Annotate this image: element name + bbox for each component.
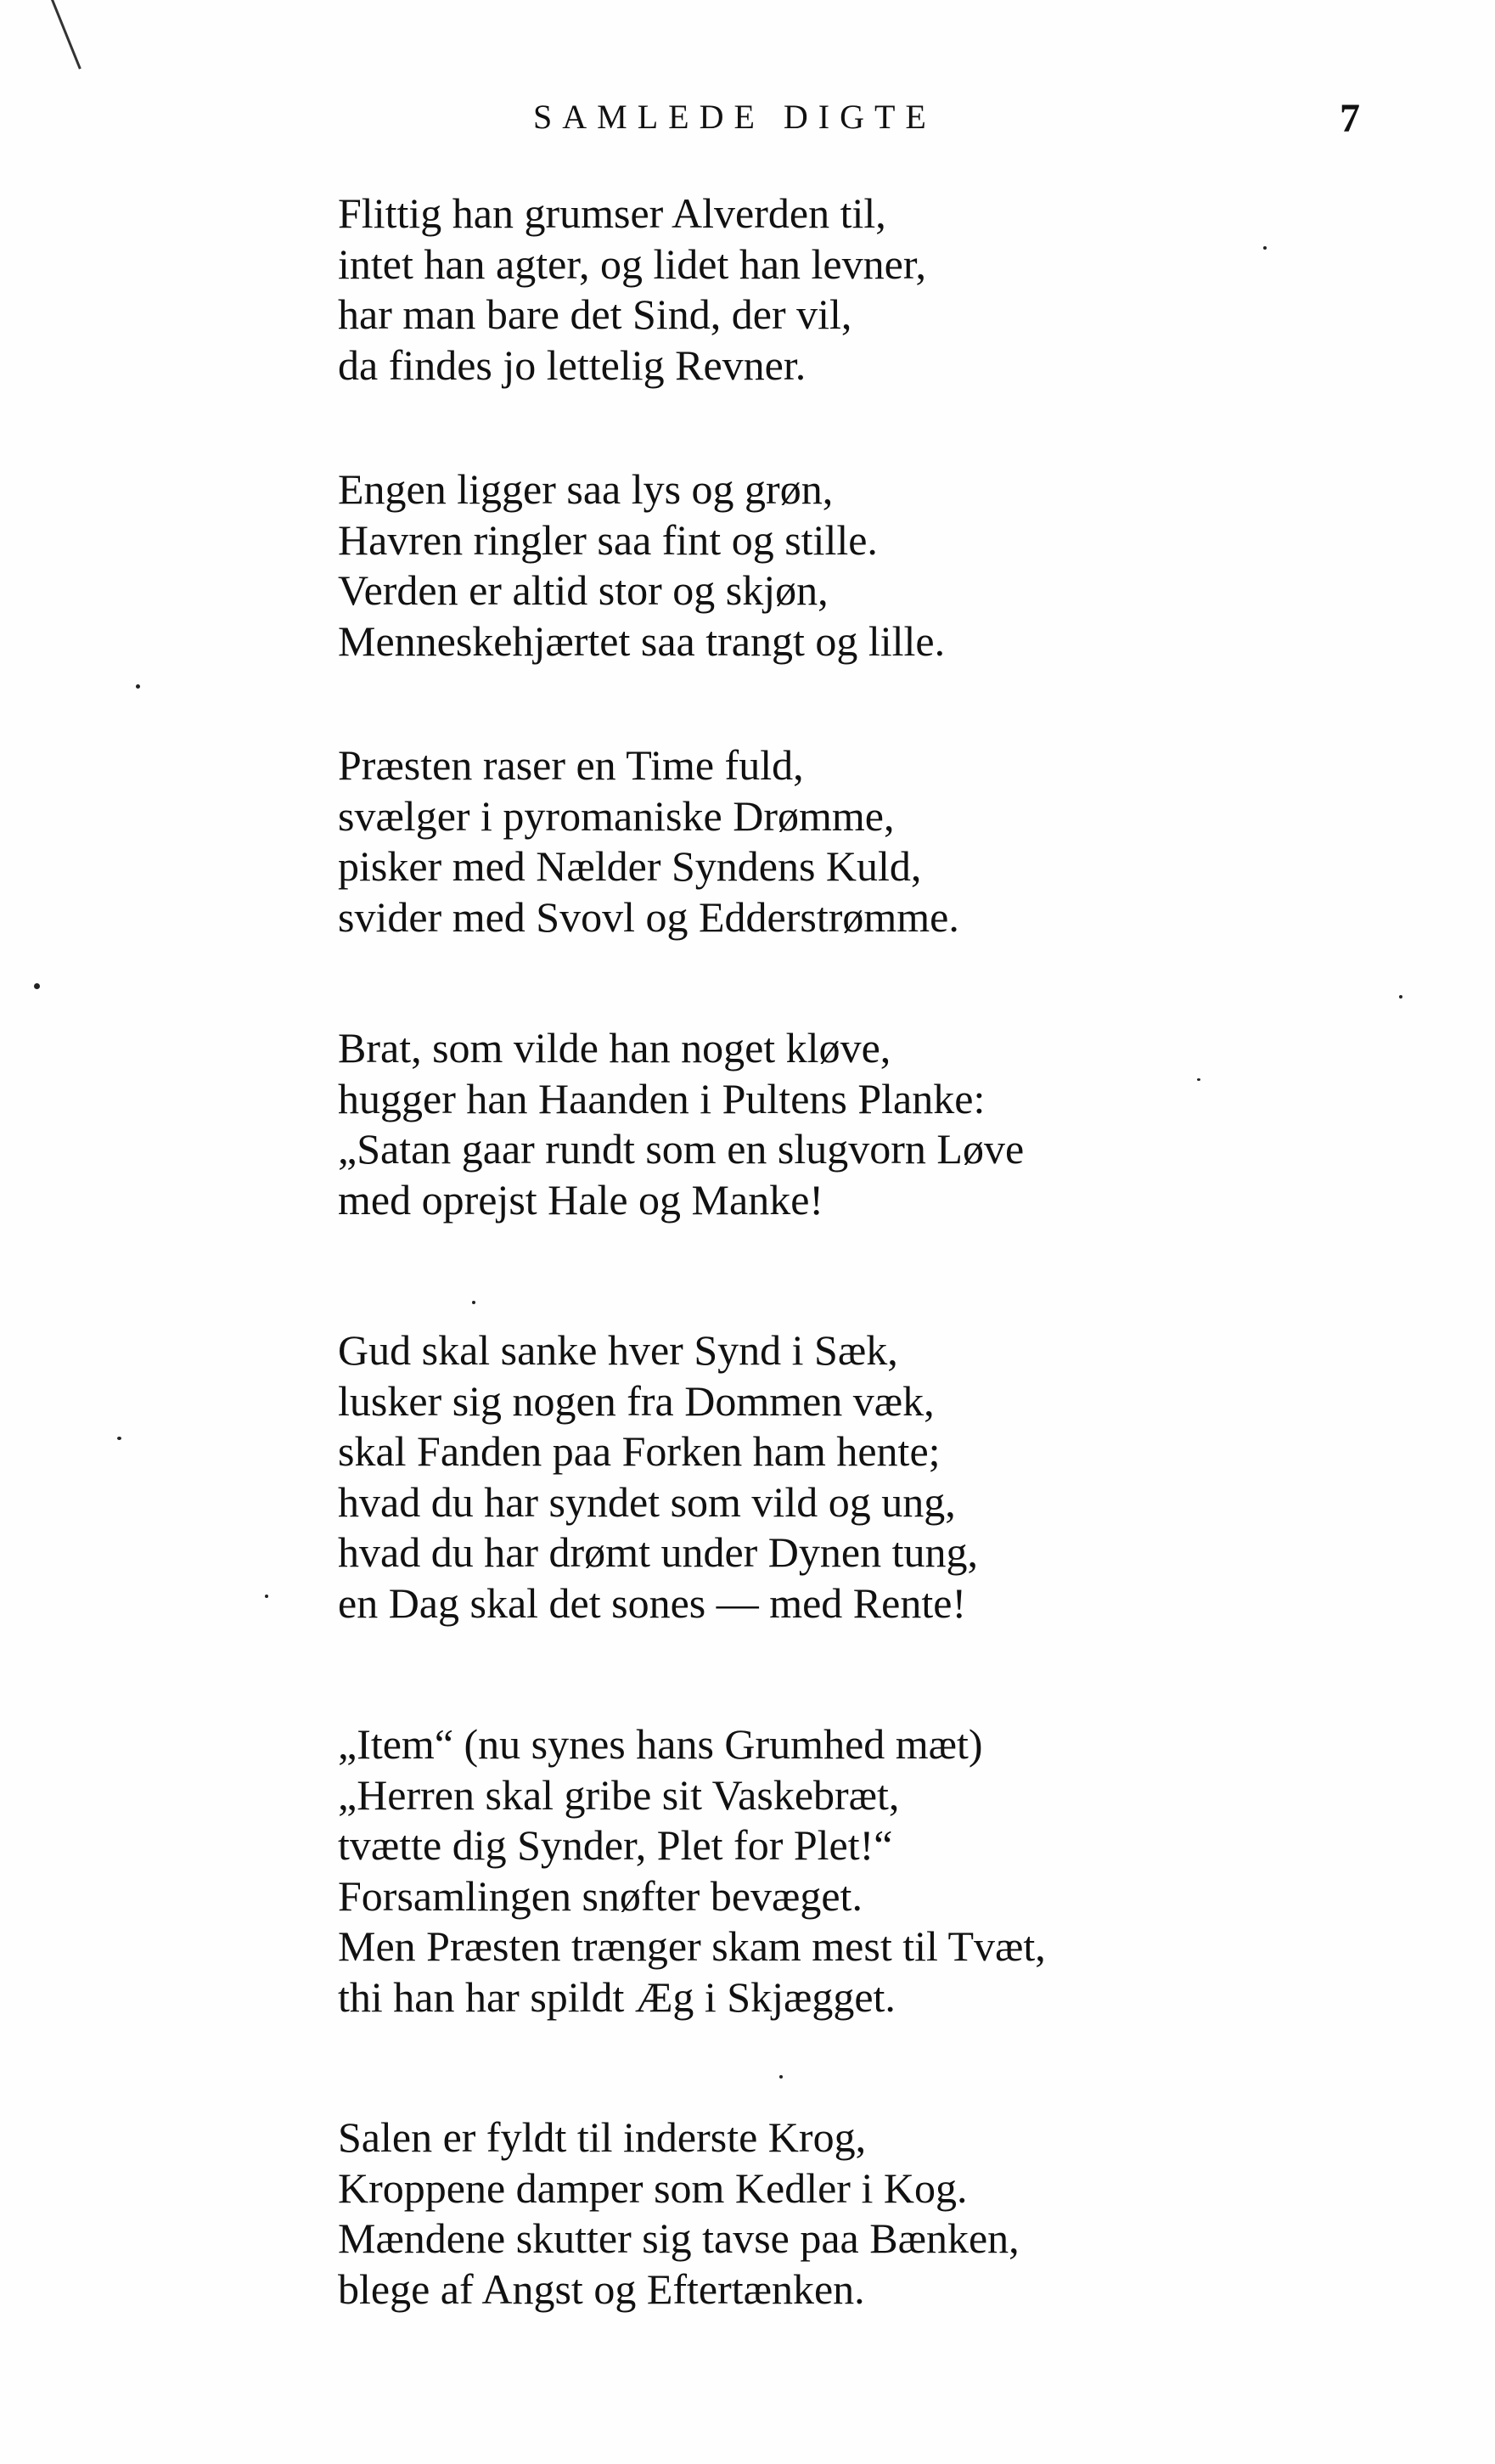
scan-mark xyxy=(51,0,81,70)
page-number: 7 xyxy=(1340,96,1360,141)
verse-line: Men Præsten trænger skam mest til Tvæt, xyxy=(338,1922,1046,1970)
verse-line: „Satan gaar rundt som en slugvorn Løve xyxy=(338,1125,1025,1173)
paper-speck xyxy=(1263,246,1267,250)
verse-line: har man bare det Sind, der vil, xyxy=(338,290,852,338)
verse-line: hugger han Haanden i Pultens Planke: xyxy=(338,1074,986,1122)
verse-line: Forsamlingen snøfter bevæget. xyxy=(338,1871,863,1920)
stanza xyxy=(338,1719,1357,2022)
verse-line: svælger i pyromaniske Drømme, xyxy=(338,791,895,840)
verse-line: „Herren skal gribe sit Vaskebræt, xyxy=(338,1770,900,1819)
stanza xyxy=(338,1023,1357,1225)
verse-line: thi han har spildt Æg i Skjægget. xyxy=(338,1972,896,2021)
paper-speck xyxy=(117,1437,121,1440)
verse-line: tvætte dig Synder, Plet for Plet!“ xyxy=(338,1821,893,1869)
paper-speck xyxy=(136,684,140,689)
verse-line: Mændene skutter sig tavse paa Bænken, xyxy=(338,2214,1020,2262)
running-title: SAMLEDE DIGTE xyxy=(533,98,936,136)
verse-line: Gud skal sanke hver Synd i Sæk, xyxy=(338,1326,898,1374)
paper-speck xyxy=(265,1595,268,1598)
verse-line: Flittig han grumser Alverden til, xyxy=(338,189,886,237)
verse-line: Præsten raser en Time fuld, xyxy=(338,741,804,789)
verse-line: blege af Angst og Eftertænken. xyxy=(338,2264,865,2313)
verse-line: Engen ligger saa lys og grøn, xyxy=(338,465,834,513)
verse-line: Brat, som vilde han noget kløve, xyxy=(338,1024,891,1072)
poem-body xyxy=(338,188,1357,2315)
stanza xyxy=(338,740,1357,942)
paper-speck xyxy=(472,1301,475,1304)
verse-line: lusker sig nogen fra Dommen væk, xyxy=(338,1376,935,1425)
verse-line: Kroppene damper som Kedler i Kog. xyxy=(338,2163,968,2212)
verse-line: „Item“ (nu synes hans Grumhed mæt) xyxy=(338,1720,983,1768)
verse-line: svider med Svovl og Edderstrømme. xyxy=(338,892,959,941)
verse-line: hvad du har syndet som vild og ung, xyxy=(338,1477,956,1526)
paper-speck xyxy=(1197,1078,1200,1081)
verse-line: skal Fanden paa Forken ham hente; xyxy=(338,1427,941,1475)
verse-line: Menneskehjærtet saa trangt og lille. xyxy=(338,616,946,665)
paper-speck xyxy=(779,2075,783,2079)
verse-line: Havren ringler saa fint og stille. xyxy=(338,515,878,564)
verse-line: Salen er fyldt til inderste Krog, xyxy=(338,2113,867,2161)
verse-line: Verden er altid stor og skjøn, xyxy=(338,566,829,614)
verse-line: pisker med Nælder Syndens Kuld, xyxy=(338,842,922,890)
stanza xyxy=(338,2112,1357,2315)
paper-speck xyxy=(1399,995,1402,999)
verse-line: da findes jo lettelig Revner. xyxy=(338,340,807,389)
stanza xyxy=(338,188,1357,391)
paper-speck xyxy=(34,983,40,989)
verse-line: hvad du har drømt under Dynen tung, xyxy=(338,1528,979,1576)
verse-line: intet han agter, og lidet han levner, xyxy=(338,239,926,288)
verse-line: med oprejst Hale og Manke! xyxy=(338,1175,824,1224)
stanza xyxy=(338,464,1357,667)
verse-line: en Dag skal det sones — med Rente! xyxy=(338,1578,967,1627)
stanza xyxy=(338,1325,1357,1629)
